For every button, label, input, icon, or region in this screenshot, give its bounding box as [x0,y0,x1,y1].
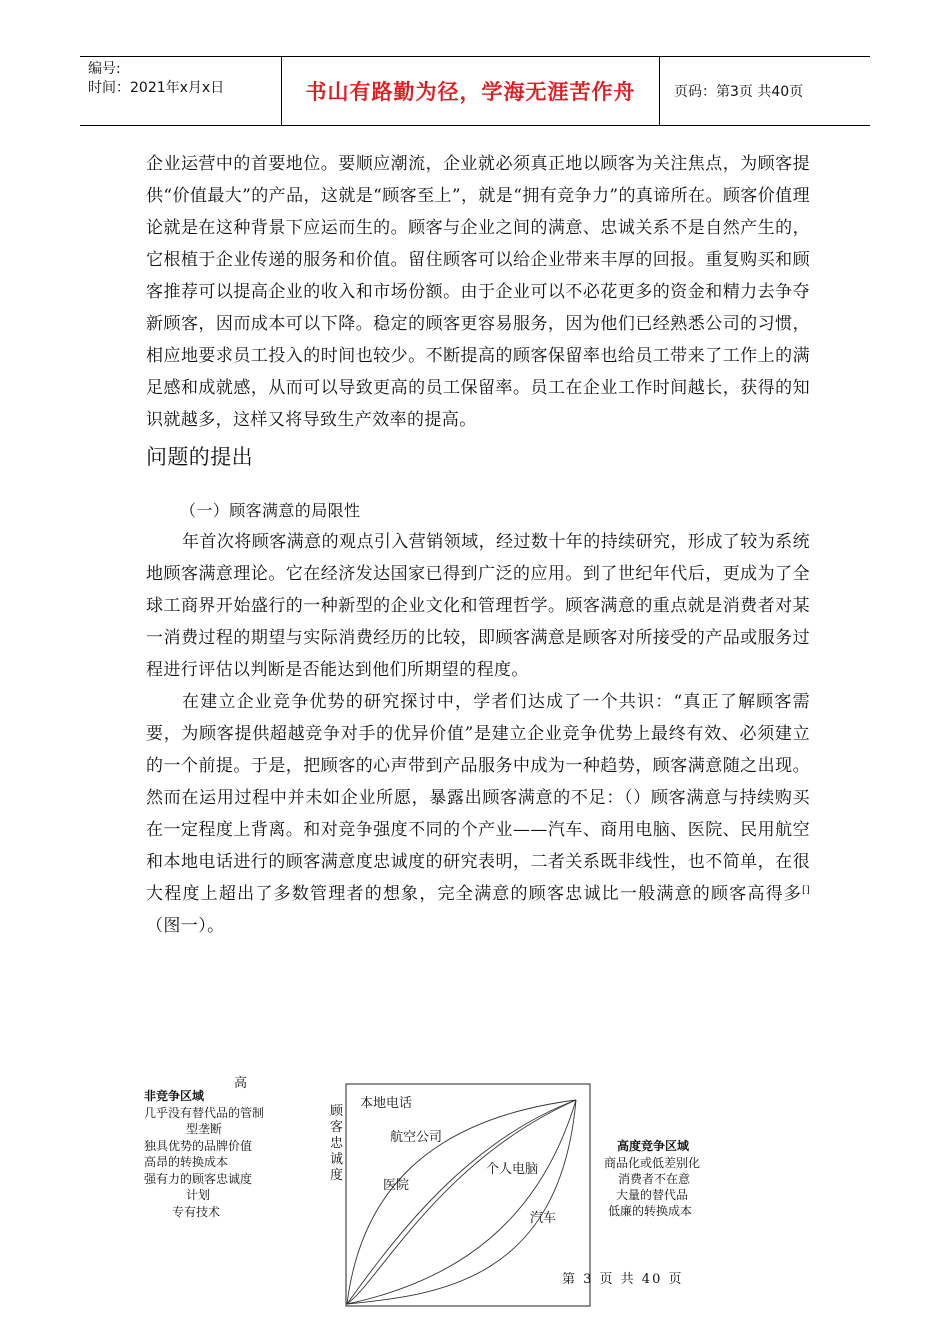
page-footer: 第 3 页 共 40 页 [562,1272,684,1287]
right-zone-item: 大量的替代品 [616,1188,689,1202]
chart-border [346,1084,590,1306]
left-zone-item: 计划 [186,1188,211,1202]
header-meta [80,57,282,125]
curve-label: 航空公司 [390,1130,443,1145]
document-date-label: 时间：2021年x月x日 [88,80,225,96]
left-zone-item: 型垄断 [186,1122,223,1136]
header-page-number: 页码：第3页 共40页 [674,84,804,100]
section-heading: 问题的提出 [146,445,253,469]
curve-label: 汽车 [530,1211,557,1226]
paragraph-3-text: 在建立企业竞争优势的研究探讨中，学者们达成了一个共识：“真正了解顾客需要，为顾客提供超越竞争对手的优异价值”是建立企业竞争优势上最终有效、必须建立的一个前提。于是，把顾客的心声带到产品服务中成为一种趋势，顾客满意随之出现。然而在运用过程中并未如企业所愿，暴露出顾客满意的不足：（）顾客满意与持续购买在一定程度上背离。和对竞争强度不同的个产业——汽车、商用电脑、医院、民用航空和本地电话进行的顾客满意度忠诚度的研究表明，二者关系既非线性，也不简单，在很大程度上超出了多数管理者的想象，完全满意的顾客忠诚比一般满意的顾客高得多 [146,692,810,904]
left-zone-title: 非竞争区域 [144,1089,205,1103]
paragraph-3 [146,686,810,942]
curve-label: 本地电话 [360,1096,413,1111]
curve-hospital [347,1100,576,1304]
paragraph-1: 企业运营中的首要地位。要顺应潮流，企业就必须真正地以顾客为关注焦点，为顾客提供“价值最大”的产品，这就是“顾客至上”，就是“拥有竞争力”的真谛所在。顾客价值理论就是在这种背景下应运而生的。顾客与企业之间的满意、忠诚关系不是自然产生的，它根植于企业传递的服务和价值。留住顾客可以给企业带来丰厚的回报。重复购买和顾客推荐可以提高企业的收入和市场份额。由于企业可以不必花更多的资金和精力去争夺新顾客，因而成本可以下降。稳定的顾客更容易服务，因为他们已经熟悉公司的习惯，相应地要求员工投入的时间也较少。不断提高的顾客保留率也给员工带来了工作上的满足感和成就感，从而可以导致更高的员工保留率。员工在企业工作时间越长，获得的知识就越多，这样又将导致生产效率的提高。 [146,154,810,430]
left-zone-item: 强有力的顾客忠诚度 [144,1172,253,1186]
curve-airline [347,1100,576,1304]
citation-ref: [] [802,885,810,896]
high-label: 高 [234,1076,248,1091]
curve-local-phone [347,1100,576,1304]
left-zone-item: 高昂的转换成本 [144,1155,229,1169]
y-axis-label: 顾客忠诚度 [330,1104,344,1183]
right-zone-item: 低廉的转换成本 [608,1204,693,1218]
curve-label: 个人电脑 [486,1162,539,1177]
document-number-label: 编号: [88,61,121,77]
page-header [80,56,870,126]
left-zone-item: 专有技术 [172,1205,221,1219]
left-zone-item: 几乎没有替代品的管制 [144,1106,265,1120]
right-zone-item: 商品化或低差别化 [604,1156,701,1170]
curve-pc [347,1100,576,1304]
chart-frame [340,1080,596,1310]
curve-car [347,1100,576,1304]
paragraph-3-tail: （图一）。 [146,916,225,936]
left-zone-item: 独具优势的品牌价值 [144,1139,253,1153]
right-zone-item: 消费者不在意 [618,1172,691,1186]
right-zone-title: 高度竞争区域 [617,1139,690,1153]
paragraph-2: 年首次将顾客满意的观点引入营销领域，经过数十年的持续研究，形成了较为系统地顾客满意理论。它在经济发达国家已得到广泛的应用。到了世纪年代后，更成为了全球工商界开始盛行的一种新型的企业文化和管理哲学。顾客满意的重点就是消费者对某一消费过程的期望与实际消费经历的比较，即顾客满意是顾客对所接受的产品或服务过程进行评估以判断是否能达到他们所期望的程度。 [146,532,810,680]
document-body [146,148,810,942]
header-motto: 书山有路勤为径，学海无涯苦作舟 [282,57,660,125]
subsection-heading: （一）顾客满意的局限性 [180,501,361,520]
curve-label: 医院 [383,1178,410,1193]
